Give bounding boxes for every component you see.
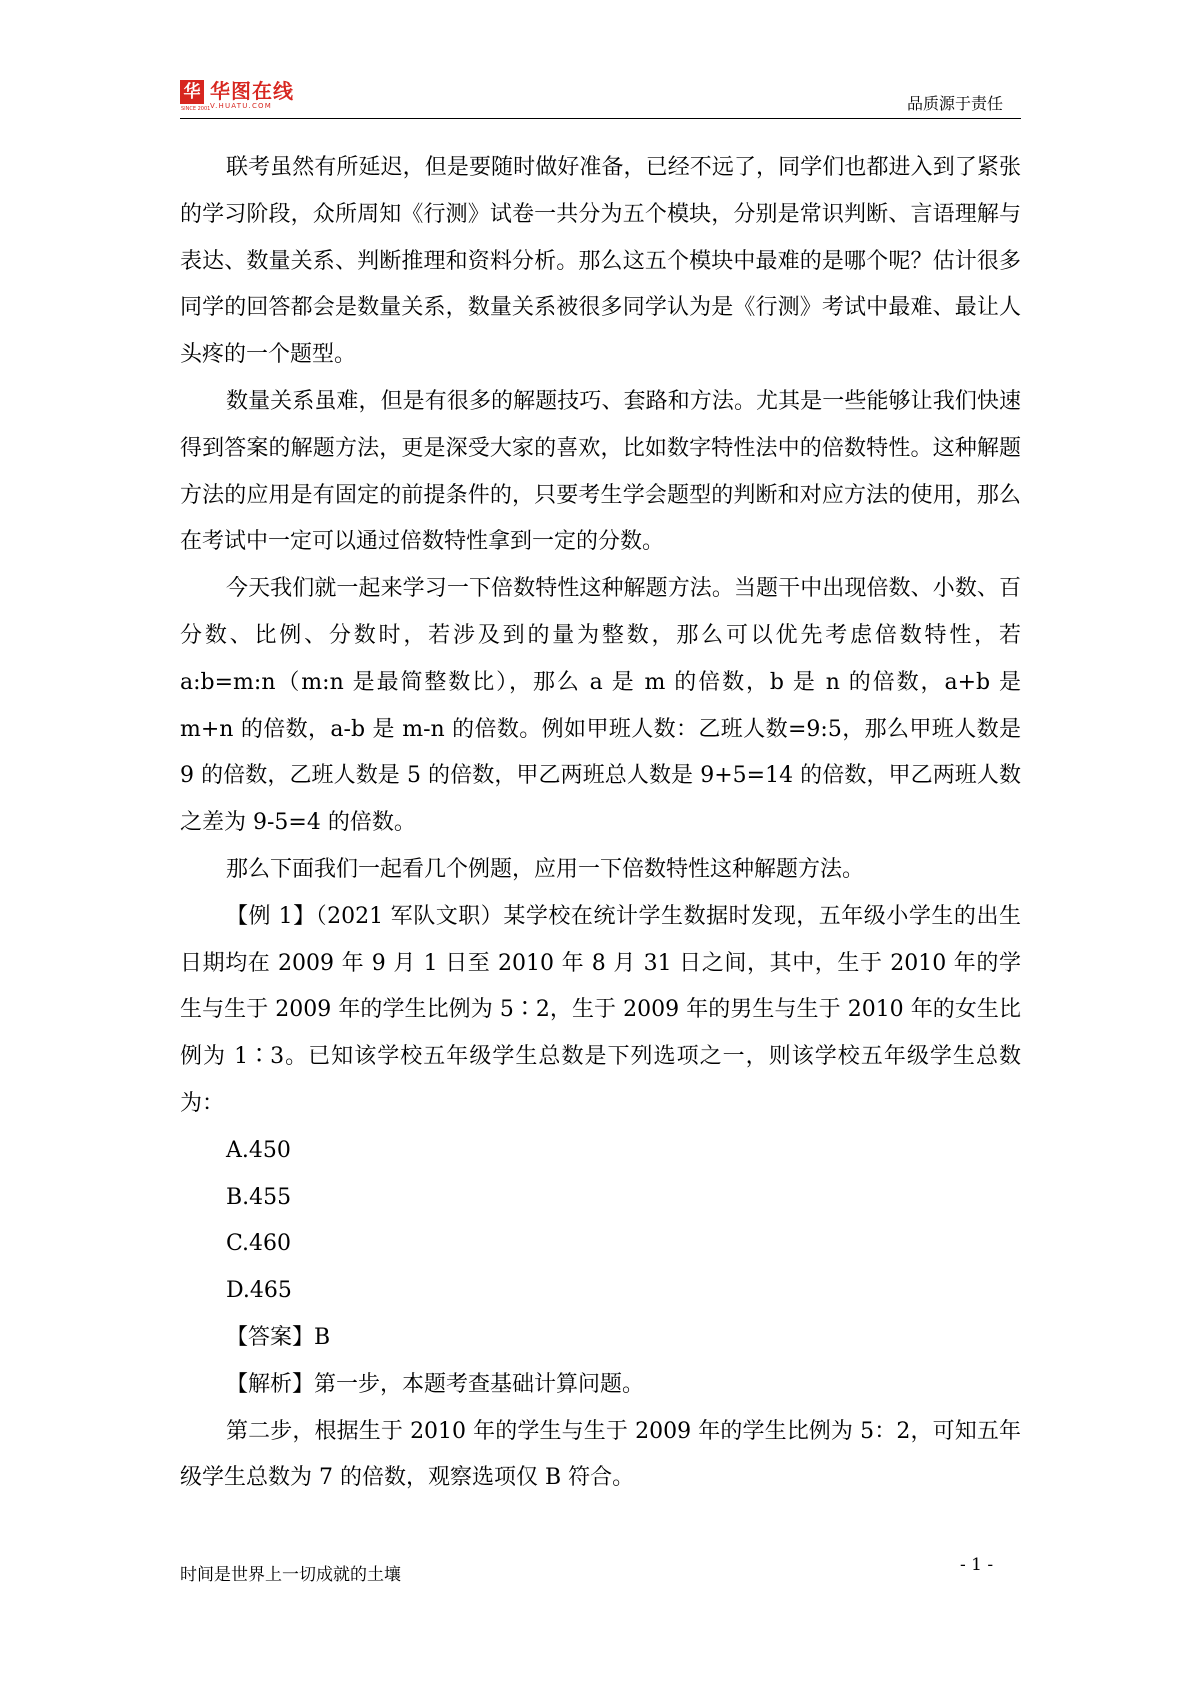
logo-since: SINCE 2001 [181,106,211,112]
paragraph-difficulty: 数量关系虽难，但是有很多的解题技巧、套路和方法。尤其是一些能够让我们快速得到答案的解题方法，更是深受大家的喜欢，比如数字特性法中的倍数特性。这种解题方法的应用是有固定的前提条件的，只要考生学会题型的判断和对应方法的使用，那么在考试中一定可以通过倍数特性拿到一定的分数。 [180,388,1021,555]
paragraph-transition: 那么下面我们一起看几个例题，应用一下倍数特性这种解题方法。 [226,856,865,882]
page-number: - 1 - [960,1555,994,1575]
footer-motto: 时间是世界上一切成就的土壤 [180,1565,401,1585]
option-c: C.460 [226,1231,292,1257]
logo-mark-icon: 华 [180,80,204,104]
analysis-step2: 第二步，根据生于 2010 年的学生与生于 2009 年的学生比例为 5：2，可知五年级学生总数为 7 的倍数，观察选项仅 B 符合。 [180,1418,1021,1491]
huatu-logo [180,80,294,116]
option-a: A.450 [226,1137,291,1163]
paragraph-intro: 联考虽然有所延迟，但是要随时做好准备，已经不远了，同学们也都进入到了紧张的学习阶段，众所周知《行测》试卷一共分为五个模块，分别是常识判断、言语理解与表达、数量关系、判断推理和资料分析。那么这五个模块中最难的是哪个呢？估计很多同学的回答都会是数量关系，数量关系被很多同学认为是《行测》考试中最难、最让人头疼的一个题型。 [180,155,1021,368]
paragraph-method: 今天我们就一起来学习一下倍数特性这种解题方法。当题干中出现倍数、小数、百分数、比例、分数时，若涉及到的量为整数，那么可以优先考虑倍数特性，若 a:b=m:n（m:n 是最简整数比），那么 a 是 m 的倍数，b 是 n 的倍数，a+b 是 m+n 的倍数，a-b 是 m-n 的倍数。例如甲班人数：乙班人数=9:5，那么甲班人数是 9 的倍数，乙班人数是 5 的倍数，甲乙两班总人数是 9+5=14 的倍数，甲乙两班人数之差为 9-5=4 的倍数。 [180,576,1021,836]
example-question: 【例 1】（2021 军队文职）某学校在统计学生数据时发现，五年级小学生的出生日期均在 2009 年 9 月 1 日至 2010 年 8 月 31 日之间，其中，生于 2010 年的学生与生于 2009 年的学生比例为 5∶2，生于 2009 年的男生与生于 2010 年的女生比例为 1∶3。已知该学校五年级学生总数是下列选项之一，则该学校五年级学生总数为： [180,903,1021,1116]
header-slogan: 品质源于责任 [906,94,1003,113]
option-d: D.465 [226,1278,292,1304]
analysis-step1: 【解析】第一步，本题考查基础计算问题。 [226,1371,645,1397]
logo-text: 华图在线 [210,79,294,103]
option-b: B.455 [226,1184,292,1210]
document-body [180,145,1021,1502]
page-header [180,78,1021,119]
answer: 【答案】B [226,1324,331,1350]
logo-url: V.HUATU.COM [210,102,273,110]
